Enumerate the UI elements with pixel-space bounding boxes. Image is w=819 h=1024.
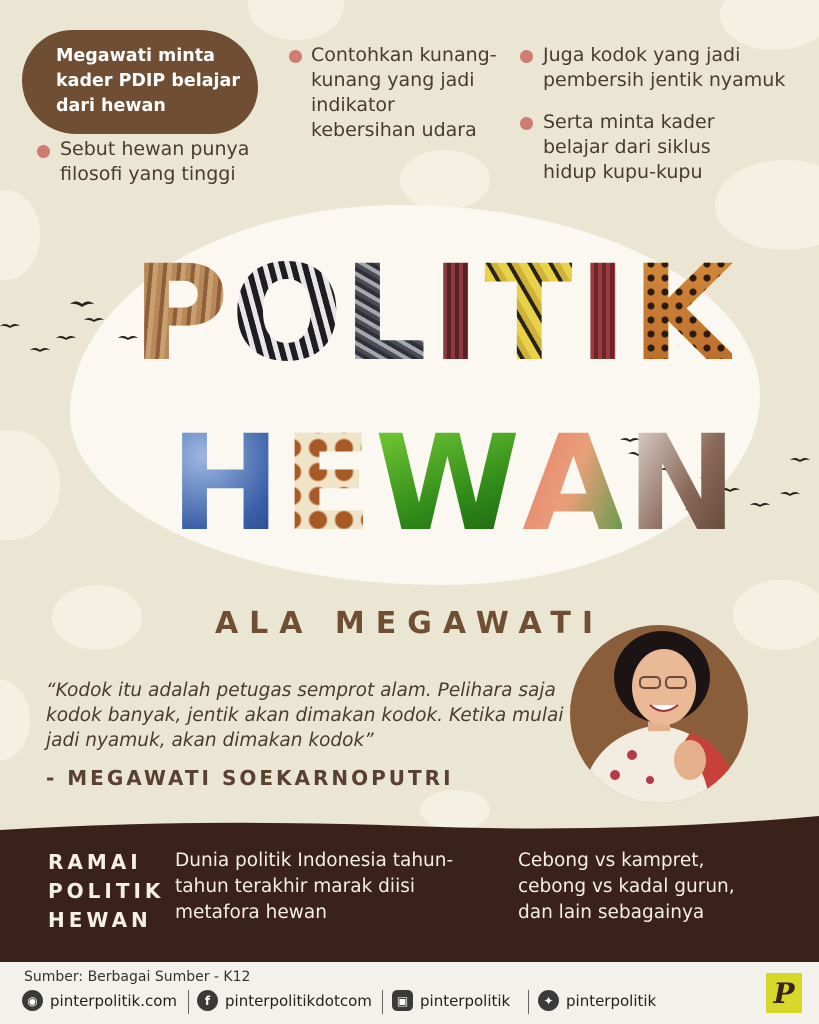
divider xyxy=(188,990,189,1014)
social-instagram[interactable] xyxy=(392,990,510,1011)
bullet-dot xyxy=(37,145,50,158)
instagram-icon: ▣ xyxy=(392,990,413,1011)
source-text: Sumber: Berbagai Sumber - K12 xyxy=(24,969,251,985)
social-twitter[interactable] xyxy=(538,990,656,1011)
title-letter: I xyxy=(578,237,626,391)
instagram-label: pinterpolitik xyxy=(420,991,511,1010)
title-letter: I xyxy=(431,237,479,391)
bg-blob xyxy=(0,430,60,540)
bird-icon xyxy=(790,458,810,462)
twitter-icon: ✦ xyxy=(538,990,559,1011)
band-text-1: Dunia politik Indonesia tahun-tahun terakhir marak diisi metafora hewan xyxy=(175,850,454,923)
bullet-1: Sebut hewan punya filosofi yang tinggi xyxy=(60,138,250,185)
title-letter: O xyxy=(230,237,341,391)
bullet-3: Juga kodok yang jadi pembersih jentik nyamuk xyxy=(543,44,786,91)
title-letter: H xyxy=(170,407,279,561)
quote-author: - MEGAWATI SOEKARNOPUTRI xyxy=(46,766,454,790)
title-letter: K xyxy=(631,237,732,391)
band-text-2: Cebong vs kampret, cebong vs kadal gurun, dan lain sebagainya xyxy=(518,850,735,923)
subtitle: ALA MEGAWATI xyxy=(214,606,605,641)
social-facebook[interactable] xyxy=(197,990,372,1011)
bird-icon xyxy=(0,324,20,328)
social-website[interactable] xyxy=(22,990,177,1011)
divider xyxy=(528,990,529,1014)
twitter-label: pinterpolitik xyxy=(566,991,657,1010)
bullet-dot xyxy=(520,117,533,130)
bird-icon xyxy=(84,318,104,322)
bullet-dot xyxy=(520,50,533,63)
bullet-dot xyxy=(289,50,302,63)
globe-icon: ◉ xyxy=(22,990,43,1011)
title-letter: A xyxy=(522,407,623,561)
facebook-icon: f xyxy=(197,990,218,1011)
bullet-4: Serta minta kader belajar dari siklus hidup kupu-kupu xyxy=(543,111,715,183)
title-line-politik xyxy=(132,237,732,391)
portrait-illustration xyxy=(570,625,748,803)
portrait-photo xyxy=(570,625,748,803)
title-letter: T xyxy=(484,237,573,391)
website-label: pinterpolitik.com xyxy=(50,991,178,1010)
title-letter: W xyxy=(374,407,519,561)
band-label-line: RAMAI xyxy=(48,850,142,874)
bird-icon xyxy=(750,503,770,507)
bg-blob xyxy=(0,190,40,280)
pinterpolitik-logo: P xyxy=(766,973,802,1013)
bg-blob xyxy=(248,0,344,40)
quote-text: “Kodok itu adalah petugas semprot alam. Pelihara saja kodok banyak, jentik akan dimakan kodok. Ketika mulai jadi nyamuk, akan dimakan kodok” xyxy=(46,680,564,751)
title-line-hewan xyxy=(170,407,735,561)
title-letter: L xyxy=(342,237,426,391)
band-label xyxy=(48,848,164,935)
birds-left xyxy=(0,290,150,370)
bird-icon xyxy=(30,348,50,352)
bird-icon xyxy=(70,302,94,308)
headline: Megawati minta kader PDIP belajar dari hewan xyxy=(56,46,240,116)
band-label-line: HEWAN xyxy=(48,908,152,932)
bird-icon xyxy=(780,492,800,496)
bg-blob xyxy=(400,150,490,210)
facebook-label: pinterpolitikdotcom xyxy=(225,991,372,1010)
title-letter: N xyxy=(626,407,735,561)
divider xyxy=(382,990,383,1014)
bird-icon xyxy=(56,336,76,340)
bullet-2: Contohkan kunang- kunang yang jadi indikator kebersihan udara xyxy=(311,44,497,141)
title-letter: E xyxy=(282,407,371,561)
band-label-line: POLITIK xyxy=(48,879,165,903)
title-letter: P xyxy=(132,237,227,391)
bg-blob xyxy=(0,680,30,760)
